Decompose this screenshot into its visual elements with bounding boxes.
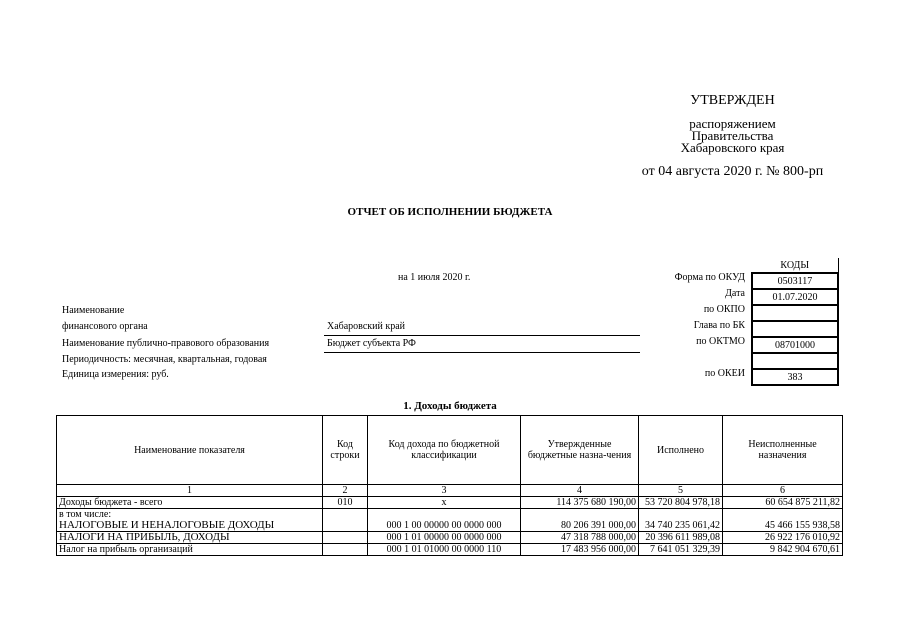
row-code [323, 532, 368, 544]
row-kbk: 000 1 01 01000 00 0000 110 [368, 544, 521, 556]
row-approved: 114 375 680 190,00 [521, 497, 639, 509]
fin-org-value: Хабаровский край [327, 321, 405, 332]
income-table [56, 415, 843, 556]
report-date: на 1 июля 2020 г. [398, 272, 471, 283]
public-entity-underline [324, 352, 640, 353]
date-label: Дата [725, 288, 745, 299]
column-number: 6 [723, 485, 843, 497]
order-number: от 04 августа 2020 г. № 800-рп [641, 164, 824, 179]
approved-stamp: УТВЕРЖДЕН [690, 93, 775, 108]
order-line: Правительства [691, 128, 774, 143]
in-total-label: в том числе: [59, 509, 112, 520]
okud-value: 0503117 [752, 273, 838, 289]
public-entity-label: Наименование публично-правового образования [62, 338, 270, 349]
fin-org-underline [324, 335, 640, 336]
row-unexecuted: 45 466 155 938,58 [723, 509, 843, 532]
row-code: 010 [323, 497, 368, 509]
row-executed: 20 396 611 989,08 [639, 532, 723, 544]
row-executed: 53 720 804 978,18 [639, 497, 723, 509]
table-row [57, 532, 843, 544]
table-header-row [57, 416, 843, 485]
column-number-row [57, 485, 843, 497]
row-code [323, 509, 368, 532]
codes-header: КОДЫ [752, 258, 838, 273]
row-approved: 80 206 391 000,00 [521, 509, 639, 532]
column-number: 5 [639, 485, 723, 497]
header-income-code: Код дохода по бюджетной классификации [368, 416, 521, 485]
header-row-code: Код строки [323, 416, 368, 485]
row-approved: 17 483 956 000,00 [521, 544, 639, 556]
okei-label: по ОКЕИ [704, 368, 745, 379]
order-line: Хабаровского края [680, 140, 785, 155]
column-number: 3 [368, 485, 521, 497]
column-number: 4 [521, 485, 639, 497]
table-row-total [57, 497, 843, 509]
fin-org-label-2: финансового органа [62, 321, 148, 332]
table-row [57, 544, 843, 556]
empty-code-value [752, 353, 838, 369]
okpo-value [752, 305, 838, 321]
row-executed: 34 740 235 061,42 [639, 509, 723, 532]
header-approved: Утвержденные бюджетные назна-чения [521, 416, 639, 485]
row-kbk: 000 1 00 00000 00 0000 000 [368, 509, 521, 532]
row-code [323, 544, 368, 556]
bk-label: Глава по БК [693, 320, 745, 331]
date-value: 01.07.2020 [752, 289, 838, 305]
public-entity-value: Бюджет субъекта РФ [327, 338, 416, 349]
okpo-label: по ОКПО [703, 304, 745, 315]
column-number: 1 [57, 485, 323, 497]
row-kbk: x [368, 497, 521, 509]
oktmo-label: по ОКТМО [696, 336, 745, 347]
header-executed: Исполнено [639, 416, 723, 485]
row-approved: 47 318 788 000,00 [521, 532, 639, 544]
row-unexecuted: 26 922 176 010,92 [723, 532, 843, 544]
periodicity: Периодичность: месячная, квартальная, годовая [62, 354, 267, 365]
section-title: 1. Доходы бюджета [403, 400, 497, 412]
row-executed: 7 641 051 329,39 [639, 544, 723, 556]
row-unexecuted: 60 654 875 211,82 [723, 497, 843, 509]
row-name-text: НАЛОГОВЫЕ И НЕНАЛОГОВЫЕ ДОХОДЫ [59, 519, 275, 531]
codes-table [751, 258, 839, 386]
order-line: распоряжением [689, 116, 776, 131]
approval-order [610, 118, 855, 154]
table-row [57, 509, 843, 532]
report-title: ОТЧЕТ ОБ ИСПОЛНЕНИИ БЮДЖЕТА [347, 206, 553, 218]
bk-value [752, 321, 838, 337]
row-name: Налог на прибыль организаций [57, 544, 323, 556]
fin-org-label-1: Наименование [62, 305, 125, 316]
unit-of-measure: Единица измерения: руб. [62, 369, 169, 380]
row-name [57, 509, 323, 532]
row-kbk: 000 1 01 00000 00 0000 000 [368, 532, 521, 544]
header-unexecuted: Неисполненные назначения [723, 416, 843, 485]
row-name: Доходы бюджета - всего [57, 497, 323, 509]
header-indicator: Наименование показателя [57, 416, 323, 485]
okei-value: 383 [752, 369, 838, 385]
okud-label: Форма по ОКУД [674, 272, 745, 283]
oktmo-value: 08701000 [752, 337, 838, 353]
row-name: НАЛОГИ НА ПРИБЫЛЬ, ДОХОДЫ [57, 532, 323, 544]
row-unexecuted: 9 842 904 670,61 [723, 544, 843, 556]
column-number: 2 [323, 485, 368, 497]
